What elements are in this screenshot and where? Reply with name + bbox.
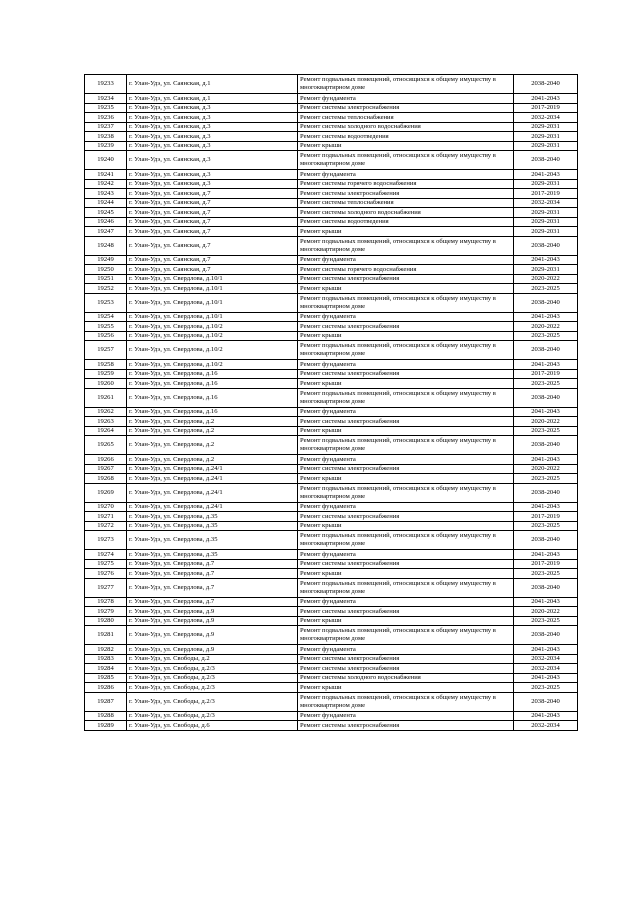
table-row bbox=[85, 531, 578, 550]
row-number: 19253 bbox=[85, 293, 127, 312]
row-number: 19237 bbox=[85, 122, 127, 132]
work-type-cell: Ремонт системы горячего водоснабжения bbox=[298, 179, 514, 189]
table-row bbox=[85, 683, 578, 693]
row-number: 19243 bbox=[85, 189, 127, 199]
address-cell: г. Улан-Удэ, ул. Саянская, д.3 bbox=[127, 170, 298, 180]
period-cell: 2041-2043 bbox=[514, 645, 578, 655]
row-number: 19241 bbox=[85, 170, 127, 180]
row-number: 19284 bbox=[85, 664, 127, 674]
table-row bbox=[85, 616, 578, 626]
work-type-cell: Ремонт системы теплоснабжения bbox=[298, 198, 514, 208]
period-cell: 2041-2043 bbox=[514, 312, 578, 322]
table-row bbox=[85, 502, 578, 512]
row-number: 19236 bbox=[85, 113, 127, 123]
address-cell: г. Улан-Удэ, ул. Свердлова, д.2 bbox=[127, 426, 298, 436]
table-row bbox=[85, 132, 578, 142]
table-row bbox=[85, 141, 578, 151]
address-cell: г. Улан-Удэ, ул. Свердлова, д.9 bbox=[127, 645, 298, 655]
table-row bbox=[85, 122, 578, 132]
row-number: 19274 bbox=[85, 550, 127, 560]
address-cell: г. Улан-Удэ, ул. Свердлова, д.24/1 bbox=[127, 464, 298, 474]
work-type-cell: Ремонт крыши bbox=[298, 331, 514, 341]
work-type-cell: Ремонт системы электроснабжения bbox=[298, 559, 514, 569]
period-cell: 2032-2034 bbox=[514, 664, 578, 674]
address-cell: г. Улан-Удэ, ул. Свердлова, д.2 bbox=[127, 436, 298, 455]
row-number: 19258 bbox=[85, 360, 127, 370]
period-cell: 2029-2031 bbox=[514, 122, 578, 132]
address-cell: г. Улан-Удэ, ул. Свободы, д.2/3 bbox=[127, 664, 298, 674]
address-cell: г. Улан-Удэ, ул. Саянская, д.3 bbox=[127, 141, 298, 151]
table-row bbox=[85, 645, 578, 655]
table-row bbox=[85, 512, 578, 522]
work-type-cell: Ремонт фундамента bbox=[298, 711, 514, 721]
period-cell: 2023-2025 bbox=[514, 683, 578, 693]
table-row bbox=[85, 255, 578, 265]
work-type-cell: Ремонт крыши bbox=[298, 284, 514, 294]
work-type-cell: Ремонт фундамента bbox=[298, 407, 514, 417]
row-number: 19252 bbox=[85, 284, 127, 294]
period-cell: 2032-2034 bbox=[514, 654, 578, 664]
address-cell: г. Улан-Удэ, ул. Свердлова, д.7 bbox=[127, 559, 298, 569]
table-row bbox=[85, 417, 578, 427]
row-number: 19289 bbox=[85, 721, 127, 731]
period-cell: 2038-2040 bbox=[514, 151, 578, 170]
address-cell: г. Улан-Удэ, ул. Свободы, д.2/3 bbox=[127, 711, 298, 721]
table-row bbox=[85, 626, 578, 645]
work-type-cell: Ремонт подвальных помещений, относящихся к общему имуществу в многоквартирном доме bbox=[298, 626, 514, 645]
work-type-cell: Ремонт крыши bbox=[298, 569, 514, 579]
work-type-cell: Ремонт подвальных помещений, относящихся к общему имуществу в многоквартирном доме bbox=[298, 75, 514, 94]
work-type-cell: Ремонт фундамента bbox=[298, 455, 514, 465]
address-cell: г. Улан-Удэ, ул. Свердлова, д.7 bbox=[127, 597, 298, 607]
work-type-cell: Ремонт системы водоотведения bbox=[298, 217, 514, 227]
work-type-cell: Ремонт системы холодного водоснабжения bbox=[298, 122, 514, 132]
address-cell: г. Улан-Удэ, ул. Саянская, д.7 bbox=[127, 198, 298, 208]
address-cell: г. Улан-Удэ, ул. Свободы, д.6 bbox=[127, 721, 298, 731]
table-row bbox=[85, 569, 578, 579]
period-cell: 2017-2019 bbox=[514, 512, 578, 522]
period-cell: 2041-2043 bbox=[514, 673, 578, 683]
address-cell: г. Улан-Удэ, ул. Саянская, д.1 bbox=[127, 75, 298, 94]
period-cell: 2038-2040 bbox=[514, 531, 578, 550]
row-number: 19247 bbox=[85, 227, 127, 237]
row-number: 19254 bbox=[85, 312, 127, 322]
table-row bbox=[85, 550, 578, 560]
period-cell: 2017-2019 bbox=[514, 189, 578, 199]
work-type-cell: Ремонт системы холодного водоснабжения bbox=[298, 208, 514, 218]
work-type-cell: Ремонт фундамента bbox=[298, 645, 514, 655]
period-cell: 2041-2043 bbox=[514, 597, 578, 607]
row-number: 19248 bbox=[85, 236, 127, 255]
work-type-cell: Ремонт крыши bbox=[298, 227, 514, 237]
row-number: 19245 bbox=[85, 208, 127, 218]
address-cell: г. Улан-Удэ, ул. Саянская, д.7 bbox=[127, 208, 298, 218]
address-cell: г. Улан-Удэ, ул. Свердлова, д.10/2 bbox=[127, 360, 298, 370]
address-cell: г. Улан-Удэ, ул. Свердлова, д.10/1 bbox=[127, 293, 298, 312]
table-row bbox=[85, 179, 578, 189]
table-row bbox=[85, 103, 578, 113]
row-number: 19263 bbox=[85, 417, 127, 427]
address-cell: г. Улан-Удэ, ул. Свердлова, д.35 bbox=[127, 550, 298, 560]
row-number: 19250 bbox=[85, 265, 127, 275]
period-cell: 2020-2022 bbox=[514, 322, 578, 332]
period-cell: 2017-2019 bbox=[514, 559, 578, 569]
table-row bbox=[85, 455, 578, 465]
work-type-cell: Ремонт фундамента bbox=[298, 597, 514, 607]
work-type-cell: Ремонт фундамента bbox=[298, 170, 514, 180]
table-row bbox=[85, 170, 578, 180]
address-cell: г. Улан-Удэ, ул. Саянская, д.7 bbox=[127, 217, 298, 227]
row-number: 19255 bbox=[85, 322, 127, 332]
work-type-cell: Ремонт крыши bbox=[298, 683, 514, 693]
work-type-cell: Ремонт системы электроснабжения bbox=[298, 464, 514, 474]
table-row bbox=[85, 341, 578, 360]
address-cell: г. Улан-Удэ, ул. Саянская, д.7 bbox=[127, 189, 298, 199]
work-type-cell: Ремонт подвальных помещений, относящихся к общему имуществу в многоквартирном доме bbox=[298, 578, 514, 597]
period-cell: 2038-2040 bbox=[514, 578, 578, 597]
row-number: 19257 bbox=[85, 341, 127, 360]
work-type-cell: Ремонт крыши bbox=[298, 141, 514, 151]
work-type-cell: Ремонт подвальных помещений, относящихся к общему имуществу в многоквартирном доме bbox=[298, 692, 514, 711]
period-cell: 2032-2034 bbox=[514, 721, 578, 731]
row-number: 19275 bbox=[85, 559, 127, 569]
row-number: 19271 bbox=[85, 512, 127, 522]
work-type-cell: Ремонт подвальных помещений, относящихся к общему имуществу в многоквартирном доме bbox=[298, 531, 514, 550]
row-number: 19260 bbox=[85, 379, 127, 389]
table-row bbox=[85, 274, 578, 284]
table-row bbox=[85, 369, 578, 379]
table-row bbox=[85, 331, 578, 341]
period-cell: 2038-2040 bbox=[514, 626, 578, 645]
period-cell: 2017-2019 bbox=[514, 103, 578, 113]
period-cell: 2038-2040 bbox=[514, 436, 578, 455]
period-cell: 2029-2031 bbox=[514, 179, 578, 189]
table-body bbox=[85, 75, 578, 731]
table-row bbox=[85, 673, 578, 683]
work-type-cell: Ремонт системы электроснабжения bbox=[298, 189, 514, 199]
work-type-cell: Ремонт системы электроснабжения bbox=[298, 664, 514, 674]
row-number: 19265 bbox=[85, 436, 127, 455]
table-row bbox=[85, 208, 578, 218]
table-row bbox=[85, 312, 578, 322]
address-cell: г. Улан-Удэ, ул. Саянская, д.7 bbox=[127, 227, 298, 237]
address-cell: г. Улан-Удэ, ул. Саянская, д.3 bbox=[127, 122, 298, 132]
work-type-cell: Ремонт системы электроснабжения bbox=[298, 274, 514, 284]
work-type-cell: Ремонт подвальных помещений, относящихся к общему имуществу в многоквартирном доме bbox=[298, 236, 514, 255]
period-cell: 2020-2022 bbox=[514, 417, 578, 427]
table-row bbox=[85, 711, 578, 721]
row-number: 19273 bbox=[85, 531, 127, 550]
work-type-cell: Ремонт крыши bbox=[298, 474, 514, 484]
table-row bbox=[85, 217, 578, 227]
table-row bbox=[85, 607, 578, 617]
period-cell: 2038-2040 bbox=[514, 236, 578, 255]
address-cell: г. Улан-Удэ, ул. Свердлова, д.10/2 bbox=[127, 322, 298, 332]
address-cell: г. Улан-Удэ, ул. Свердлова, д.10/1 bbox=[127, 312, 298, 322]
address-cell: г. Улан-Удэ, ул. Свердлова, д.10/1 bbox=[127, 274, 298, 284]
period-cell: 2023-2025 bbox=[514, 569, 578, 579]
table-row bbox=[85, 692, 578, 711]
address-cell: г. Улан-Удэ, ул. Саянская, д.3 bbox=[127, 113, 298, 123]
table-row bbox=[85, 388, 578, 407]
address-cell: г. Улан-Удэ, ул. Саянская, д.3 bbox=[127, 179, 298, 189]
address-cell: г. Улан-Удэ, ул. Саянская, д.7 bbox=[127, 265, 298, 275]
period-cell: 2032-2034 bbox=[514, 198, 578, 208]
table-row bbox=[85, 426, 578, 436]
work-type-cell: Ремонт фундамента bbox=[298, 550, 514, 560]
work-type-cell: Ремонт системы электроснабжения bbox=[298, 512, 514, 522]
address-cell: г. Улан-Удэ, ул. Свердлова, д.16 bbox=[127, 388, 298, 407]
period-cell: 2029-2031 bbox=[514, 265, 578, 275]
row-number: 19288 bbox=[85, 711, 127, 721]
work-type-cell: Ремонт системы электроснабжения bbox=[298, 417, 514, 427]
table-row bbox=[85, 293, 578, 312]
row-number: 19276 bbox=[85, 569, 127, 579]
period-cell: 2023-2025 bbox=[514, 331, 578, 341]
work-type-cell: Ремонт системы водоотведения bbox=[298, 132, 514, 142]
table-row bbox=[85, 483, 578, 502]
period-cell: 2020-2022 bbox=[514, 607, 578, 617]
table-row bbox=[85, 265, 578, 275]
period-cell: 2032-2034 bbox=[514, 113, 578, 123]
work-type-cell: Ремонт крыши bbox=[298, 616, 514, 626]
address-cell: г. Улан-Удэ, ул. Саянская, д.7 bbox=[127, 236, 298, 255]
work-type-cell: Ремонт крыши bbox=[298, 379, 514, 389]
work-type-cell: Ремонт системы электроснабжения bbox=[298, 654, 514, 664]
period-cell: 2023-2025 bbox=[514, 616, 578, 626]
period-cell: 2029-2031 bbox=[514, 217, 578, 227]
period-cell: 2017-2019 bbox=[514, 369, 578, 379]
address-cell: г. Улан-Удэ, ул. Саянская, д.3 bbox=[127, 103, 298, 113]
work-type-cell: Ремонт подвальных помещений, относящихся к общему имуществу в многоквартирном доме bbox=[298, 293, 514, 312]
address-cell: г. Улан-Удэ, ул. Свердлова, д.35 bbox=[127, 521, 298, 531]
address-cell: г. Улан-Удэ, ул. Свердлова, д.7 bbox=[127, 578, 298, 597]
row-number: 19259 bbox=[85, 369, 127, 379]
work-type-cell: Ремонт подвальных помещений, относящихся к общему имуществу в многоквартирном доме bbox=[298, 151, 514, 170]
row-number: 19279 bbox=[85, 607, 127, 617]
table-row bbox=[85, 189, 578, 199]
address-cell: г. Улан-Удэ, ул. Свердлова, д.7 bbox=[127, 569, 298, 579]
period-cell: 2029-2031 bbox=[514, 132, 578, 142]
row-number: 19281 bbox=[85, 626, 127, 645]
work-type-cell: Ремонт подвальных помещений, относящихся к общему имуществу в многоквартирном доме bbox=[298, 483, 514, 502]
period-cell: 2041-2043 bbox=[514, 255, 578, 265]
work-type-cell: Ремонт фундамента bbox=[298, 255, 514, 265]
row-number: 19251 bbox=[85, 274, 127, 284]
address-cell: г. Улан-Удэ, ул. Свердлова, д.16 bbox=[127, 407, 298, 417]
period-cell: 2029-2031 bbox=[514, 208, 578, 218]
address-cell: г. Улан-Удэ, ул. Свободы, д.2/3 bbox=[127, 673, 298, 683]
work-type-cell: Ремонт крыши bbox=[298, 426, 514, 436]
table-row bbox=[85, 151, 578, 170]
row-number: 19267 bbox=[85, 464, 127, 474]
period-cell: 2020-2022 bbox=[514, 464, 578, 474]
row-number: 19239 bbox=[85, 141, 127, 151]
period-cell: 2029-2031 bbox=[514, 141, 578, 151]
address-cell: г. Улан-Удэ, ул. Саянская, д.1 bbox=[127, 94, 298, 104]
work-type-cell: Ремонт системы электроснабжения bbox=[298, 369, 514, 379]
address-cell: г. Улан-Удэ, ул. Свердлова, д.10/2 bbox=[127, 341, 298, 360]
row-number: 19269 bbox=[85, 483, 127, 502]
row-number: 19282 bbox=[85, 645, 127, 655]
period-cell: 2038-2040 bbox=[514, 341, 578, 360]
address-cell: г. Улан-Удэ, ул. Свердлова, д.16 bbox=[127, 379, 298, 389]
address-cell: г. Улан-Удэ, ул. Свердлова, д.2 bbox=[127, 455, 298, 465]
work-type-cell: Ремонт фундамента bbox=[298, 94, 514, 104]
address-cell: г. Улан-Удэ, ул. Свердлова, д.35 bbox=[127, 531, 298, 550]
period-cell: 2038-2040 bbox=[514, 293, 578, 312]
table-row bbox=[85, 521, 578, 531]
table-row bbox=[85, 436, 578, 455]
row-number: 19249 bbox=[85, 255, 127, 265]
repair-schedule-table bbox=[84, 74, 578, 731]
work-type-cell: Ремонт фундамента bbox=[298, 360, 514, 370]
row-number: 19234 bbox=[85, 94, 127, 104]
address-cell: г. Улан-Удэ, ул. Свердлова, д.10/2 bbox=[127, 331, 298, 341]
row-number: 19286 bbox=[85, 683, 127, 693]
period-cell: 2038-2040 bbox=[514, 388, 578, 407]
period-cell: 2023-2025 bbox=[514, 426, 578, 436]
row-number: 19280 bbox=[85, 616, 127, 626]
period-cell: 2038-2040 bbox=[514, 692, 578, 711]
row-number: 19244 bbox=[85, 198, 127, 208]
work-type-cell: Ремонт системы электроснабжения bbox=[298, 721, 514, 731]
work-type-cell: Ремонт системы электроснабжения bbox=[298, 103, 514, 113]
row-number: 19242 bbox=[85, 179, 127, 189]
address-cell: г. Улан-Удэ, ул. Свердлова, д.24/1 bbox=[127, 474, 298, 484]
row-number: 19240 bbox=[85, 151, 127, 170]
table-row bbox=[85, 227, 578, 237]
address-cell: г. Улан-Удэ, ул. Свободы, д.2 bbox=[127, 654, 298, 664]
period-cell: 2029-2031 bbox=[514, 227, 578, 237]
address-cell: г. Улан-Удэ, ул. Свердлова, д.16 bbox=[127, 369, 298, 379]
document-page bbox=[84, 74, 560, 731]
period-cell: 2038-2040 bbox=[514, 75, 578, 94]
period-cell: 2041-2043 bbox=[514, 94, 578, 104]
row-number: 19233 bbox=[85, 75, 127, 94]
table-row bbox=[85, 198, 578, 208]
address-cell: г. Улан-Удэ, ул. Свободы, д.2/3 bbox=[127, 692, 298, 711]
table-row bbox=[85, 654, 578, 664]
table-row bbox=[85, 379, 578, 389]
row-number: 19264 bbox=[85, 426, 127, 436]
table-row bbox=[85, 75, 578, 94]
table-row bbox=[85, 407, 578, 417]
address-cell: г. Улан-Удэ, ул. Свердлова, д.24/1 bbox=[127, 483, 298, 502]
period-cell: 2041-2043 bbox=[514, 170, 578, 180]
work-type-cell: Ремонт системы холодного водоснабжения bbox=[298, 673, 514, 683]
period-cell: 2041-2043 bbox=[514, 502, 578, 512]
address-cell: г. Улан-Удэ, ул. Свободы, д.2/3 bbox=[127, 683, 298, 693]
table-row bbox=[85, 113, 578, 123]
period-cell: 2020-2022 bbox=[514, 274, 578, 284]
table-row bbox=[85, 664, 578, 674]
address-cell: г. Улан-Удэ, ул. Свердлова, д.9 bbox=[127, 616, 298, 626]
row-number: 19287 bbox=[85, 692, 127, 711]
work-type-cell: Ремонт крыши bbox=[298, 521, 514, 531]
table-row bbox=[85, 360, 578, 370]
table-row bbox=[85, 559, 578, 569]
row-number: 19246 bbox=[85, 217, 127, 227]
address-cell: г. Улан-Удэ, ул. Свердлова, д.35 bbox=[127, 512, 298, 522]
address-cell: г. Улан-Удэ, ул. Саянская, д.3 bbox=[127, 132, 298, 142]
period-cell: 2023-2025 bbox=[514, 379, 578, 389]
period-cell: 2023-2025 bbox=[514, 474, 578, 484]
row-number: 19272 bbox=[85, 521, 127, 531]
row-number: 19256 bbox=[85, 331, 127, 341]
table-row bbox=[85, 721, 578, 731]
row-number: 19268 bbox=[85, 474, 127, 484]
table-row bbox=[85, 94, 578, 104]
row-number: 19277 bbox=[85, 578, 127, 597]
address-cell: г. Улан-Удэ, ул. Саянская, д.3 bbox=[127, 151, 298, 170]
period-cell: 2041-2043 bbox=[514, 360, 578, 370]
row-number: 19285 bbox=[85, 673, 127, 683]
address-cell: г. Улан-Удэ, ул. Саянская, д.7 bbox=[127, 255, 298, 265]
table-row bbox=[85, 322, 578, 332]
row-number: 19261 bbox=[85, 388, 127, 407]
work-type-cell: Ремонт системы электроснабжения bbox=[298, 322, 514, 332]
table-row bbox=[85, 474, 578, 484]
work-type-cell: Ремонт подвальных помещений, относящихся к общему имуществу в многоквартирном доме bbox=[298, 388, 514, 407]
work-type-cell: Ремонт системы горячего водоснабжения bbox=[298, 265, 514, 275]
row-number: 19266 bbox=[85, 455, 127, 465]
work-type-cell: Ремонт подвальных помещений, относящихся к общему имуществу в многоквартирном доме bbox=[298, 341, 514, 360]
work-type-cell: Ремонт подвальных помещений, относящихся к общему имуществу в многоквартирном доме bbox=[298, 436, 514, 455]
row-number: 19262 bbox=[85, 407, 127, 417]
work-type-cell: Ремонт фундамента bbox=[298, 312, 514, 322]
table-row bbox=[85, 464, 578, 474]
table-row bbox=[85, 597, 578, 607]
period-cell: 2038-2040 bbox=[514, 483, 578, 502]
period-cell: 2023-2025 bbox=[514, 521, 578, 531]
address-cell: г. Улан-Удэ, ул. Свердлова, д.2 bbox=[127, 417, 298, 427]
address-cell: г. Улан-Удэ, ул. Свердлова, д.24/1 bbox=[127, 502, 298, 512]
table-row bbox=[85, 578, 578, 597]
work-type-cell: Ремонт фундамента bbox=[298, 502, 514, 512]
row-number: 19278 bbox=[85, 597, 127, 607]
address-cell: г. Улан-Удэ, ул. Свердлова, д.9 bbox=[127, 607, 298, 617]
period-cell: 2041-2043 bbox=[514, 407, 578, 417]
period-cell: 2023-2025 bbox=[514, 284, 578, 294]
work-type-cell: Ремонт системы теплоснабжения bbox=[298, 113, 514, 123]
row-number: 19235 bbox=[85, 103, 127, 113]
table-row bbox=[85, 236, 578, 255]
period-cell: 2041-2043 bbox=[514, 711, 578, 721]
row-number: 19238 bbox=[85, 132, 127, 142]
row-number: 19270 bbox=[85, 502, 127, 512]
period-cell: 2041-2043 bbox=[514, 455, 578, 465]
address-cell: г. Улан-Удэ, ул. Свердлова, д.10/1 bbox=[127, 284, 298, 294]
address-cell: г. Улан-Удэ, ул. Свердлова, д.9 bbox=[127, 626, 298, 645]
row-number: 19283 bbox=[85, 654, 127, 664]
period-cell: 2041-2043 bbox=[514, 550, 578, 560]
work-type-cell: Ремонт системы электроснабжения bbox=[298, 607, 514, 617]
table-row bbox=[85, 284, 578, 294]
